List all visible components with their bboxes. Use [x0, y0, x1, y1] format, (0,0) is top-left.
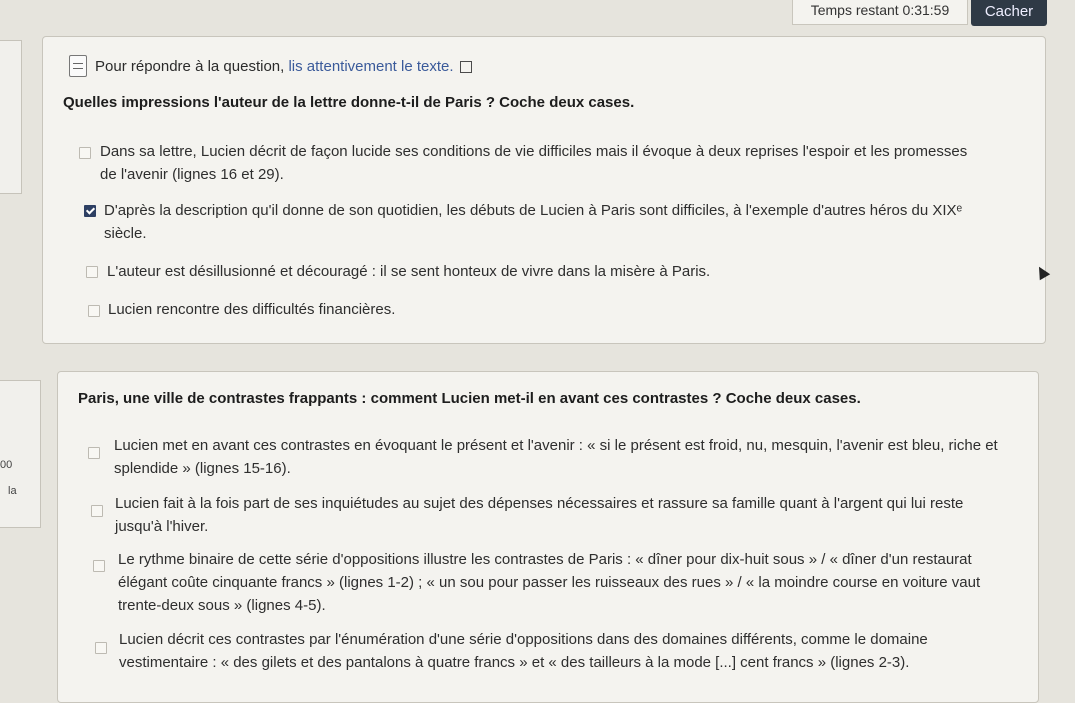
q2-option-3[interactable]: Le rythme binaire de cette série d'oppositions illustre les contrastes de Paris : « dîner pour dix-huit sous » / « dîner d'un restaurat élégant coûte cinquante francs » (lignes 1-2) ; « un sou pour passer les ruisseaux des rues » / « la moindre course en voiture vaut trente-deux sous » (lignes 4-5).	[118, 551, 981, 614]
top-bar	[0, 0, 1075, 30]
reading-instruction	[69, 55, 472, 77]
q1-option-1-checkbox[interactable]	[79, 147, 91, 159]
read-text-link[interactable]: lis attentivement le texte.	[288, 57, 454, 75]
time-remaining: Temps restant 0:31:59	[792, 0, 968, 25]
left-edge-text-a: 00	[0, 459, 13, 471]
q1-option-3[interactable]: L'auteur est désillusionné et découragé : il se sent honteux de vivre dans la misère à Paris.	[107, 263, 711, 280]
q2-option-1-checkbox[interactable]	[88, 447, 100, 459]
q2-option-2-checkbox[interactable]	[91, 505, 103, 517]
q1-option-1[interactable]: Dans sa lettre, Lucien décrit de façon lucide ses conditions de vie difficiles mais il évoque à deux reprises l'espoir et les promesses de l'avenir (lignes 16 et 29).	[100, 143, 968, 183]
q2-option-4-checkbox[interactable]	[95, 642, 107, 654]
left-panel-bottom	[0, 380, 41, 528]
question-2-title: Paris, une ville de contrastes frappants : comment Lucien met-il en avant ces contrastes ? Coche deux cases.	[78, 390, 861, 407]
q2-option-4[interactable]: Lucien décrit ces contrastes par l'énumération d'une série d'oppositions dans des domaines différents, comme le domaine vestimentaire : « des gilets et des pantalons à quatre francs » et « des tailleurs à la mode [...] cent francs » (lignes 2-3).	[119, 631, 928, 671]
q2-option-3-checkbox[interactable]	[93, 560, 105, 572]
q1-option-4-checkbox[interactable]	[88, 305, 100, 317]
hide-button[interactable]: Cacher	[971, 0, 1047, 26]
left-panel-top	[0, 40, 22, 194]
q1-option-4[interactable]: Lucien rencontre des difficultés financières.	[108, 301, 396, 318]
question-1-title: Quelles impressions l'auteur de la lettre donne-t-il de Paris ? Coche deux cases.	[63, 94, 635, 111]
instruction-text: Pour répondre à la question,	[95, 57, 285, 75]
question-card-2	[57, 371, 1039, 703]
document-icon	[69, 55, 87, 77]
q1-option-3-checkbox[interactable]	[86, 266, 98, 278]
q1-option-2-checkbox[interactable]	[84, 205, 96, 217]
q1-option-2[interactable]: D'après la description qu'il donne de son quotidien, les débuts de Lucien à Paris sont difficiles, à l'exemple d'autres héros du XIXᵉ siècle.	[104, 202, 963, 242]
question-card-1	[42, 36, 1046, 344]
q2-option-2[interactable]: Lucien fait à la fois part de ses inquiétudes au sujet des dépenses nécessaires et rassure sa famille quant à l'argent qui lui reste jusqu'à l'hiver.	[115, 495, 964, 535]
external-link-icon[interactable]	[460, 61, 472, 73]
q2-option-1[interactable]: Lucien met en avant ces contrastes en évoquant le présent et l'avenir : « si le présent est froid, nu, mesquin, l'avenir est bleu, riche et splendide » (lignes 15-16).	[114, 437, 998, 477]
left-edge-text-b: la	[8, 485, 17, 497]
